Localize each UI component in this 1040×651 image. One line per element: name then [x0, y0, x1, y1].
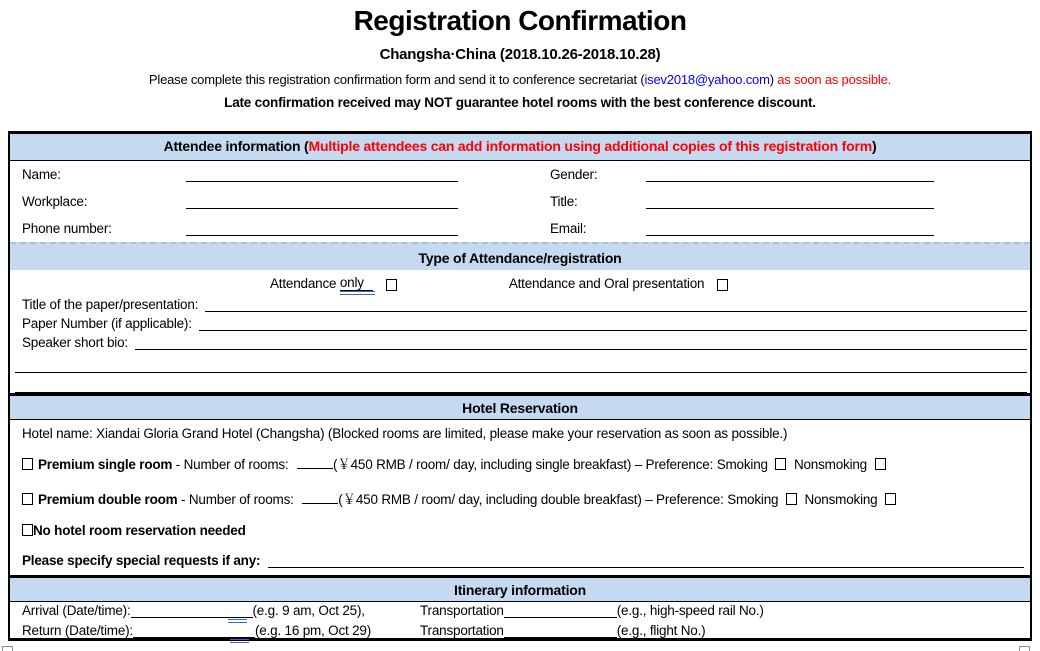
paper-title-label: Title of the paper/presentation:	[22, 297, 199, 312]
instruction-line	[0, 72, 1040, 87]
premium-single-room-row	[10, 444, 1030, 473]
special-requests-label: Please specify special requests if any:	[22, 553, 261, 568]
attendee-row-workplace-title	[10, 188, 1030, 215]
paper-title-row	[10, 296, 1030, 315]
paper-title-input-line[interactable]	[205, 310, 1027, 312]
paper-number-row	[10, 315, 1030, 334]
double-room-mid-text: - Number of rooms:	[177, 492, 298, 507]
late-confirmation-note: Late confirmation received may NOT guarantee hotel rooms with the best conference discount.	[224, 95, 816, 110]
checkbox-attendance-oral-presentation[interactable]	[717, 279, 728, 291]
title-label: Title:	[550, 194, 578, 209]
return-label: Return (Date/time):	[22, 623, 133, 638]
arrival-row	[10, 602, 1030, 622]
arrival-transportation-label: Transportation	[420, 603, 504, 618]
return-transportation-hint: (e.g., flight No.)	[616, 623, 706, 638]
checkbox-single-smoking[interactable]	[775, 458, 786, 470]
return-row	[10, 622, 1030, 642]
return-hint: (e.g. 16 pm, Oct 29)	[254, 623, 372, 638]
attendance-only-prefix: Attendance	[270, 276, 340, 291]
checkbox-no-hotel-reservation[interactable]	[22, 524, 33, 536]
speaker-bio-row	[10, 334, 1030, 353]
phone-label: Phone number:	[22, 221, 112, 236]
gender-input-line[interactable]	[646, 180, 934, 182]
double-nonsmoking-label: Nonsmoking	[804, 492, 878, 507]
email-input-line[interactable]	[646, 234, 934, 236]
single-room-detail: (￥450 RMB / room/ day, including single breakfast) – Preference: Smoking	[333, 457, 768, 472]
email-label: Email:	[550, 221, 587, 236]
workplace-input-line[interactable]	[186, 207, 458, 209]
checkbox-single-nonsmoking[interactable]	[875, 458, 886, 470]
return-transportation-label: Transportation	[420, 623, 504, 638]
return-left-group	[22, 623, 420, 638]
paper-number-label: Paper Number (if applicable):	[22, 316, 192, 331]
phone-input-line[interactable]	[186, 234, 458, 236]
page-title: Registration Confirmation	[353, 5, 687, 36]
paper-number-input-line[interactable]	[199, 329, 1027, 331]
checkbox-premium-single-room[interactable]	[22, 458, 33, 470]
attendance-only-option	[270, 275, 397, 291]
double-room-count-blank[interactable]	[302, 491, 338, 504]
arrival-date-blank[interactable]	[131, 616, 253, 618]
cutoff-checkbox-right	[1019, 646, 1030, 651]
instruction-prefix: Please complete this registration confirmation form and send it to conference secretariat (	[148, 72, 645, 87]
attendee-row-name-gender	[10, 161, 1030, 188]
single-room-name: Premium single room	[38, 457, 173, 472]
no-reservation-label: No hotel room reservation needed	[33, 523, 246, 538]
checkbox-double-nonsmoking[interactable]	[885, 493, 896, 505]
double-room-detail: (￥450 RMB / room/ day, including double breakfast) – Preference: Smoking	[338, 492, 779, 507]
return-transportation-blank[interactable]	[504, 636, 617, 638]
single-room-mid-text: - Number of rooms:	[172, 457, 293, 472]
secretariat-email-link[interactable]: isev2018@yahoo.com	[644, 72, 770, 87]
attendee-header-highlight: Multiple attendees can add information using additional copies of this registration form	[308, 138, 872, 154]
attendance-type-section-header: Type of Attendance/registration	[10, 242, 1030, 270]
special-requests-input-line[interactable]	[268, 566, 1024, 568]
speaker-bio-extra-line-2[interactable]	[15, 373, 1027, 393]
speaker-bio-label: Speaker short bio:	[22, 335, 128, 350]
gender-label: Gender:	[550, 167, 598, 182]
hotel-section-header: Hotel Reservation	[10, 393, 1030, 420]
event-location-dates: Changsha·China (2018.10.26-2018.10.28)	[379, 46, 661, 63]
arrival-left-group	[22, 603, 420, 618]
name-label: Name:	[22, 167, 61, 182]
attendance-options-row	[10, 270, 1030, 296]
return-date-blank[interactable]	[133, 636, 255, 638]
name-input-line[interactable]	[186, 180, 458, 182]
no-reservation-row	[10, 508, 1030, 541]
checkbox-double-smoking[interactable]	[786, 493, 797, 505]
checkbox-attendance-only[interactable]	[386, 279, 397, 291]
itinerary-section-header: Itinerary information	[10, 575, 1030, 602]
single-room-count-blank[interactable]	[297, 456, 333, 469]
arrival-transportation-hint: (e.g., high-speed rail No.)	[616, 603, 764, 618]
document-header	[0, 0, 1040, 110]
arrival-hint: (e.g. 9 am, Oct 25),	[252, 603, 365, 618]
instruction-close-paren: )	[769, 72, 774, 87]
attendance-oral-label: Attendance and Oral presentation	[508, 276, 705, 291]
attendance-only-underlined: only	[340, 275, 373, 291]
single-nonsmoking-label: Nonsmoking	[793, 457, 867, 472]
special-requests-row	[10, 541, 1030, 575]
workplace-label: Workplace:	[22, 194, 88, 209]
cutoff-checkbox-left	[2, 646, 13, 651]
attendee-row-phone-email	[10, 215, 1030, 242]
arrival-label: Arrival (Date/time):	[22, 603, 131, 618]
attendee-section-header	[10, 134, 1030, 161]
attendee-header-prefix: Attendee information (	[163, 138, 309, 154]
instruction-urgent-text: as soon as possible.	[773, 72, 892, 87]
speaker-bio-input-line[interactable]	[135, 348, 1027, 350]
checkbox-premium-double-room[interactable]	[22, 493, 33, 505]
speaker-bio-extra-line-1[interactable]	[15, 353, 1027, 373]
attendee-header-suffix: )	[871, 138, 877, 154]
arrival-transportation-blank[interactable]	[504, 616, 617, 618]
premium-double-room-row	[10, 473, 1030, 508]
attendance-oral-option	[509, 276, 729, 291]
title-input-line[interactable]	[646, 207, 934, 209]
double-room-name: Premium double room	[38, 492, 178, 507]
hotel-name-line: Hotel name: Xiandai Gloria Grand Hotel (Changsha) (Blocked rooms are limited, please make your reservation as soon as possible.)	[22, 426, 788, 441]
registration-form-table	[8, 131, 1032, 641]
